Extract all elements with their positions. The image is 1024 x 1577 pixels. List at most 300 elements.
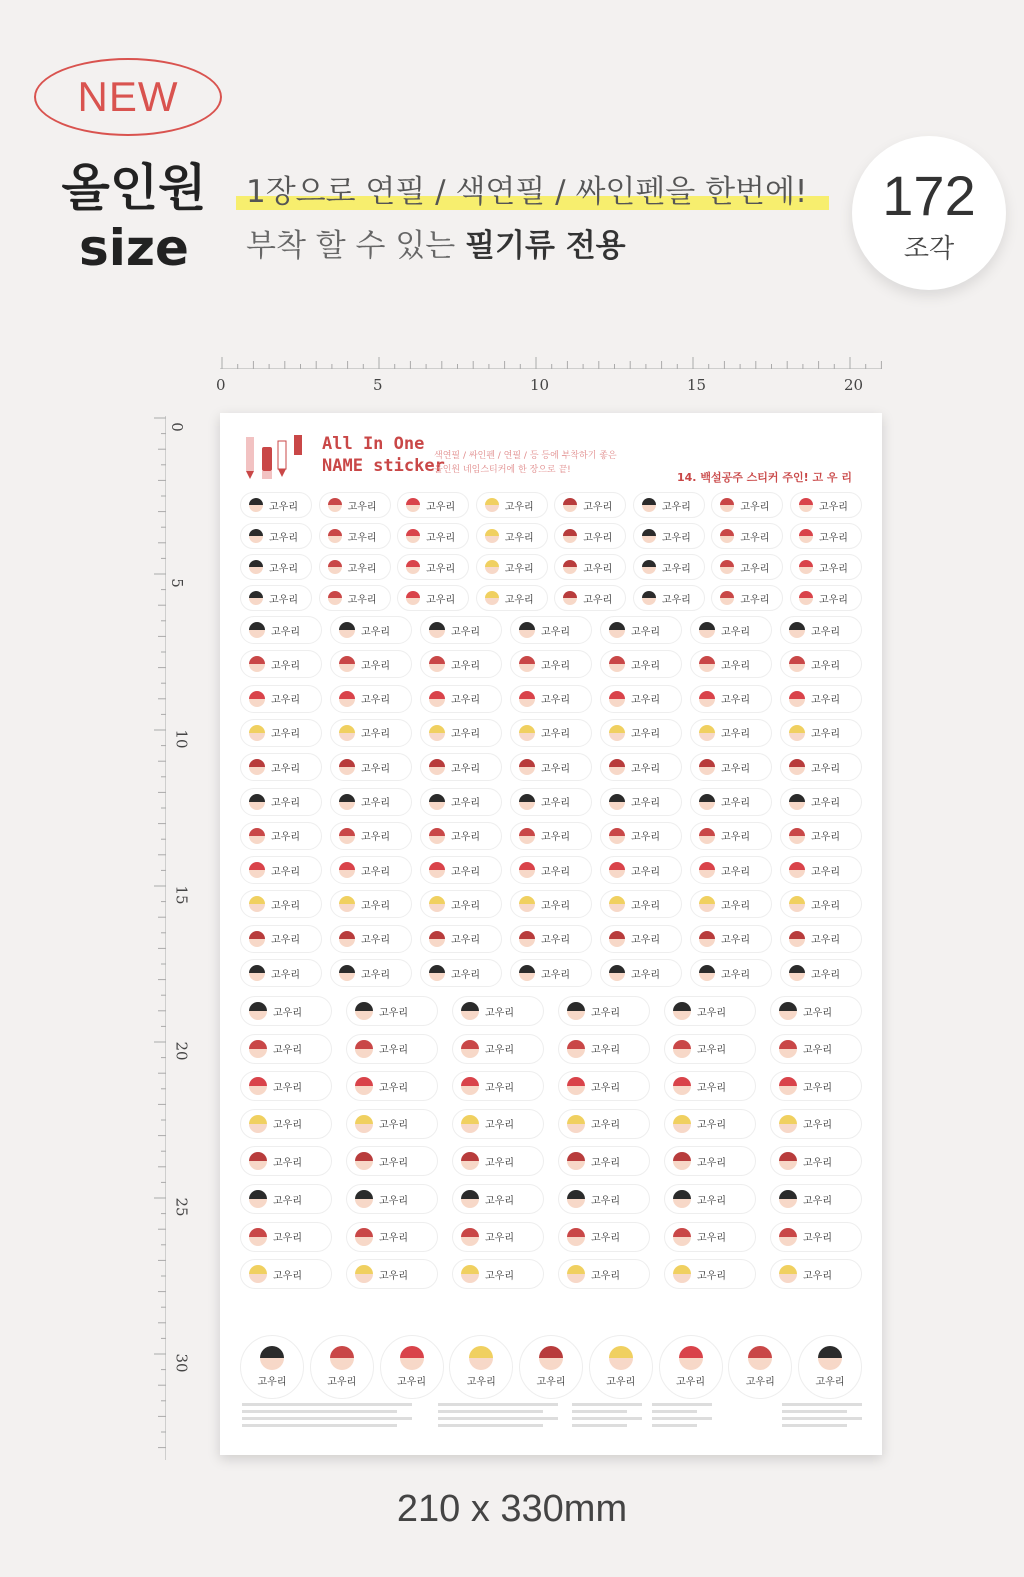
red-bow-girl-face-icon bbox=[779, 1152, 797, 1170]
black-hair-face-icon bbox=[249, 622, 265, 638]
sticker-name-text: 고우리 bbox=[273, 1233, 302, 1245]
red-bow-face-icon bbox=[609, 656, 625, 672]
ruler-v-label: 30 bbox=[172, 1353, 191, 1373]
name-sticker bbox=[780, 685, 862, 713]
sticker-name-text: 고우리 bbox=[504, 532, 534, 544]
red-hood-face-icon bbox=[519, 862, 535, 878]
sticker-name-text: 고우리 bbox=[631, 763, 660, 775]
red-bow-face-icon bbox=[519, 828, 535, 844]
name-sticker bbox=[397, 585, 469, 611]
sticker-name-text: 고우리 bbox=[273, 1270, 302, 1282]
name-sticker bbox=[452, 1071, 544, 1101]
red-bow-face-icon bbox=[748, 1346, 772, 1370]
sticker-name-text: 고우리 bbox=[745, 1377, 775, 1388]
red-bow-face-icon bbox=[339, 828, 355, 844]
name-sticker bbox=[790, 523, 862, 549]
sticker-name-text: 고우리 bbox=[347, 594, 377, 606]
red-bow-girl-face-icon bbox=[567, 1152, 585, 1170]
name-sticker bbox=[690, 650, 772, 678]
red-bow-face-icon bbox=[461, 1040, 479, 1058]
name-sticker bbox=[510, 616, 592, 644]
yellow-hat-face-icon bbox=[519, 896, 535, 912]
sticker-name-text: 고우리 bbox=[811, 729, 840, 741]
black-hair-face-icon bbox=[567, 1002, 585, 1020]
round-name-sticker bbox=[449, 1335, 513, 1399]
sticker-name-text: 고우리 bbox=[811, 798, 840, 809]
name-sticker bbox=[330, 959, 412, 987]
red-hood-face-icon bbox=[779, 1077, 797, 1095]
name-sticker bbox=[770, 1259, 862, 1289]
red-hood-face-icon bbox=[429, 691, 445, 707]
red-bow-girl-face-icon bbox=[429, 931, 445, 947]
sticker-row bbox=[240, 1146, 862, 1176]
name-sticker bbox=[452, 1034, 544, 1064]
fineprint-line bbox=[572, 1403, 642, 1406]
ruler-h-label: 15 bbox=[687, 376, 707, 394]
name-sticker bbox=[319, 523, 391, 549]
red-bow-face-icon bbox=[699, 828, 715, 844]
black-hair-face-icon bbox=[609, 794, 625, 810]
name-sticker bbox=[240, 856, 322, 884]
name-sticker bbox=[240, 753, 322, 781]
red-bow-face-icon bbox=[328, 591, 342, 605]
sticker-name-text: 고우리 bbox=[631, 935, 660, 947]
sticker-name-text: 고우리 bbox=[485, 1082, 514, 1094]
sticker-row bbox=[240, 492, 862, 518]
black-hair-face-icon bbox=[429, 622, 445, 638]
sticker-name-text: 고우리 bbox=[379, 1270, 408, 1282]
name-sticker bbox=[330, 753, 412, 781]
name-sticker bbox=[770, 1184, 862, 1214]
fineprint-line bbox=[242, 1410, 397, 1413]
red-bow-girl-face-icon bbox=[563, 498, 577, 512]
sticker-row bbox=[240, 650, 862, 678]
red-bow-face-icon bbox=[779, 1040, 797, 1058]
ruler-h-label: 20 bbox=[844, 376, 864, 394]
sticker-name-text: 고우리 bbox=[631, 832, 660, 844]
sticker-row bbox=[240, 585, 862, 611]
sticker-name-text: 고우리 bbox=[676, 1377, 705, 1388]
red-bow-girl-face-icon bbox=[539, 1346, 563, 1370]
fineprint-line bbox=[242, 1403, 412, 1406]
name-sticker bbox=[770, 1109, 862, 1139]
name-sticker bbox=[780, 650, 862, 678]
sticker-name-text: 고우리 bbox=[541, 695, 570, 707]
yellow-hat-face-icon bbox=[355, 1265, 373, 1283]
name-sticker bbox=[664, 1184, 756, 1214]
yellow-hat-face-icon bbox=[789, 725, 805, 741]
yellow-hat-face-icon bbox=[249, 725, 265, 741]
sticker-row bbox=[240, 753, 862, 781]
name-sticker bbox=[452, 996, 544, 1026]
name-sticker bbox=[770, 1071, 862, 1101]
name-sticker bbox=[346, 1259, 438, 1289]
yellow-hat-face-icon bbox=[485, 529, 499, 543]
sticker-name-text: 고우리 bbox=[541, 798, 570, 809]
sticker-name-text: 고우리 bbox=[740, 501, 770, 513]
red-bow-face-icon bbox=[519, 656, 535, 672]
red-bow-girl-face-icon bbox=[339, 931, 355, 947]
sticker-name-text: 고우리 bbox=[485, 1270, 514, 1282]
sticker-name-text: 고우리 bbox=[327, 1377, 357, 1388]
black-hair-face-icon bbox=[789, 622, 805, 638]
name-sticker bbox=[397, 492, 469, 518]
sticker-name-text: 고우리 bbox=[591, 1157, 620, 1169]
sticker-name-text: 고우리 bbox=[426, 501, 456, 513]
red-hood-face-icon bbox=[406, 529, 420, 543]
name-sticker bbox=[346, 1146, 438, 1176]
red-bow-face-icon bbox=[249, 828, 265, 844]
red-hood-face-icon bbox=[789, 691, 805, 707]
name-sticker bbox=[633, 585, 705, 611]
fineprint-line bbox=[438, 1417, 558, 1420]
name-sticker bbox=[633, 554, 705, 580]
red-bow-girl-face-icon bbox=[461, 1152, 479, 1170]
new-badge: NEW bbox=[34, 58, 222, 136]
name-sticker bbox=[240, 1109, 332, 1139]
yellow-hat-face-icon bbox=[429, 725, 445, 741]
sticker-name-text: 고우리 bbox=[631, 626, 660, 638]
black-hair-face-icon bbox=[519, 622, 535, 638]
description-line2 bbox=[246, 220, 626, 265]
name-sticker bbox=[420, 856, 502, 884]
name-sticker bbox=[780, 719, 862, 747]
fineprint-line bbox=[782, 1424, 847, 1427]
black-hair-face-icon bbox=[609, 622, 625, 638]
sticker-name-text: 고우리 bbox=[815, 1377, 845, 1388]
vertical-ruler-ticks bbox=[154, 416, 166, 1462]
sticker-name-text: 고우리 bbox=[361, 729, 390, 741]
name-sticker bbox=[510, 856, 592, 884]
name-sticker bbox=[330, 616, 412, 644]
round-name-sticker bbox=[659, 1335, 723, 1399]
name-sticker bbox=[346, 1184, 438, 1214]
name-sticker bbox=[558, 1034, 650, 1064]
description-line1-text: 1장으로 연필 / 색연필 / 싸인펜을 한번에! bbox=[246, 174, 808, 210]
name-sticker bbox=[770, 1034, 862, 1064]
sticker-name-text: 고우리 bbox=[451, 866, 480, 878]
sticker-name-text: 고우리 bbox=[361, 866, 390, 878]
sticker-name-text: 고우리 bbox=[740, 563, 770, 575]
name-sticker bbox=[690, 719, 772, 747]
description-line2-prefix: 부착 할 수 있는 bbox=[246, 228, 466, 264]
yellow-hat-face-icon bbox=[609, 896, 625, 912]
yellow-hat-face-icon bbox=[519, 725, 535, 741]
sticker-name-text: 고우리 bbox=[269, 563, 298, 575]
horizontal-ruler-ticks bbox=[220, 357, 884, 369]
sticker-name-text: 고우리 bbox=[631, 866, 660, 878]
sticker-row bbox=[240, 1259, 862, 1289]
name-sticker bbox=[690, 685, 772, 713]
name-sticker bbox=[664, 1034, 756, 1064]
title-line1: 올인원 bbox=[61, 159, 207, 217]
red-hood-face-icon bbox=[406, 591, 420, 605]
sheet-dimensions: 210 x 330mm bbox=[396, 1488, 628, 1530]
sticker-row bbox=[240, 719, 862, 747]
name-sticker bbox=[420, 753, 502, 781]
sticker-name-text: 고우리 bbox=[631, 969, 660, 981]
sticker-name-text: 고우리 bbox=[721, 729, 750, 741]
black-hair-face-icon bbox=[249, 498, 263, 512]
sticker-name-text: 고우리 bbox=[347, 532, 377, 544]
red-bow-girl-face-icon bbox=[519, 759, 535, 775]
sticker-name-text: 고우리 bbox=[541, 832, 570, 844]
name-sticker bbox=[600, 856, 682, 884]
name-sticker bbox=[240, 959, 322, 987]
sticker-name-text: 고우리 bbox=[361, 969, 390, 981]
name-sticker bbox=[240, 616, 322, 644]
sticker-name-text: 고우리 bbox=[697, 1045, 726, 1057]
fineprint-line bbox=[438, 1410, 543, 1413]
sticker-name-text: 고우리 bbox=[811, 969, 840, 981]
sticker-name-text: 고우리 bbox=[811, 695, 840, 707]
name-sticker bbox=[770, 1222, 862, 1252]
name-sticker bbox=[330, 925, 412, 953]
ruler-v-label: 15 bbox=[172, 885, 191, 905]
ruler-v-label: 20 bbox=[172, 1041, 191, 1061]
name-sticker bbox=[240, 1071, 332, 1101]
yellow-hat-face-icon bbox=[485, 498, 499, 512]
name-sticker bbox=[711, 585, 783, 611]
name-sticker bbox=[240, 925, 322, 953]
black-hair-face-icon bbox=[699, 965, 715, 981]
name-sticker bbox=[240, 492, 312, 518]
fineprint-line bbox=[782, 1417, 862, 1420]
yellow-hat-face-icon bbox=[673, 1265, 691, 1283]
name-sticker bbox=[554, 554, 626, 580]
red-hood-face-icon bbox=[355, 1077, 373, 1095]
sticker-name-text: 고우리 bbox=[631, 798, 660, 809]
sticker-name-text: 고우리 bbox=[347, 563, 377, 575]
black-hair-face-icon bbox=[673, 1190, 691, 1208]
red-bow-face-icon bbox=[699, 656, 715, 672]
fineprint-line bbox=[572, 1410, 627, 1413]
sticker-name-text: 고우리 bbox=[271, 866, 300, 878]
name-sticker bbox=[330, 719, 412, 747]
name-sticker bbox=[240, 822, 322, 850]
red-hood-face-icon bbox=[567, 1077, 585, 1095]
sticker-name-text: 고우리 bbox=[803, 1082, 832, 1094]
sticker-name-text: 고우리 bbox=[721, 935, 750, 947]
yellow-hat-face-icon bbox=[461, 1265, 479, 1283]
sticker-name-text: 고우리 bbox=[811, 935, 840, 947]
sheet-brand-line1: All In One bbox=[322, 434, 425, 454]
black-hair-face-icon bbox=[249, 529, 263, 543]
yellow-hat-face-icon bbox=[461, 1115, 479, 1133]
horizontal-ruler bbox=[220, 354, 884, 384]
name-sticker bbox=[330, 822, 412, 850]
name-sticker bbox=[780, 753, 862, 781]
black-hair-face-icon bbox=[642, 498, 656, 512]
black-hair-face-icon bbox=[249, 965, 265, 981]
round-sticker-row bbox=[240, 1335, 862, 1399]
sticker-name-text: 고우리 bbox=[591, 1082, 620, 1094]
red-hood-face-icon bbox=[789, 862, 805, 878]
sticker-name-text: 고우리 bbox=[271, 695, 300, 707]
black-hair-face-icon bbox=[789, 794, 805, 810]
name-sticker bbox=[452, 1222, 544, 1252]
name-sticker bbox=[420, 719, 502, 747]
name-sticker bbox=[690, 856, 772, 884]
name-sticker bbox=[397, 523, 469, 549]
sticker-name-text: 고우리 bbox=[818, 532, 848, 544]
name-sticker bbox=[346, 1109, 438, 1139]
black-hair-face-icon bbox=[789, 965, 805, 981]
round-name-sticker bbox=[798, 1335, 862, 1399]
black-hair-face-icon bbox=[699, 622, 715, 638]
black-hair-face-icon bbox=[355, 1190, 373, 1208]
name-sticker bbox=[780, 616, 862, 644]
sticker-name-text: 고우리 bbox=[697, 1195, 726, 1207]
sticker-name-text: 고우리 bbox=[631, 729, 660, 741]
red-hood-face-icon bbox=[406, 498, 420, 512]
name-sticker bbox=[558, 1146, 650, 1176]
red-bow-face-icon bbox=[567, 1228, 585, 1246]
sticker-name-text: 고우리 bbox=[583, 594, 613, 606]
yellow-hat-face-icon bbox=[249, 1115, 267, 1133]
sticker-name-text: 고우리 bbox=[271, 832, 300, 844]
sticker-name-text: 고우리 bbox=[361, 900, 390, 912]
name-sticker bbox=[420, 925, 502, 953]
yellow-hat-face-icon bbox=[699, 896, 715, 912]
name-sticker bbox=[330, 856, 412, 884]
fineprint-line bbox=[438, 1424, 543, 1427]
black-hair-face-icon bbox=[249, 591, 263, 605]
name-sticker bbox=[330, 890, 412, 918]
name-sticker bbox=[510, 925, 592, 953]
fineprint-line bbox=[572, 1424, 627, 1427]
sticker-row bbox=[240, 856, 862, 884]
red-bow-face-icon bbox=[330, 1346, 354, 1370]
black-hair-face-icon bbox=[779, 1190, 797, 1208]
red-bow-face-icon bbox=[461, 1228, 479, 1246]
name-sticker bbox=[690, 959, 772, 987]
name-sticker bbox=[664, 1146, 756, 1176]
ruler-v-label: 10 bbox=[172, 729, 191, 749]
name-sticker bbox=[240, 996, 332, 1026]
sticker-name-text: 고우리 bbox=[583, 501, 613, 513]
sticker-name-text: 고우리 bbox=[721, 626, 750, 638]
round-name-sticker bbox=[519, 1335, 583, 1399]
name-sticker bbox=[420, 822, 502, 850]
sticker-name-text: 고우리 bbox=[426, 594, 456, 606]
sticker-name-text: 고우리 bbox=[591, 1007, 620, 1019]
sticker-name-text: 고우리 bbox=[361, 626, 390, 638]
sticker-name-text: 고우리 bbox=[541, 729, 570, 741]
name-sticker bbox=[240, 719, 322, 747]
name-sticker bbox=[690, 925, 772, 953]
sticker-name-text: 고우리 bbox=[541, 969, 570, 981]
name-sticker bbox=[600, 719, 682, 747]
black-hair-face-icon bbox=[609, 965, 625, 981]
sticker-name-text: 고우리 bbox=[631, 695, 660, 707]
name-sticker bbox=[420, 616, 502, 644]
sticker-name-text: 고우리 bbox=[504, 563, 534, 575]
ruler-h-label: 5 bbox=[373, 376, 383, 394]
sticker-name-text: 고우리 bbox=[811, 660, 840, 672]
name-sticker bbox=[240, 585, 312, 611]
red-hood-face-icon bbox=[429, 862, 445, 878]
fineprint-line bbox=[438, 1403, 558, 1406]
name-sticker bbox=[240, 685, 322, 713]
name-sticker bbox=[558, 1259, 650, 1289]
red-bow-face-icon bbox=[429, 656, 445, 672]
sticker-name-text: 고우리 bbox=[271, 969, 300, 981]
sticker-row bbox=[240, 1071, 862, 1101]
name-sticker bbox=[600, 925, 682, 953]
sticker-name-text: 고우리 bbox=[273, 1082, 302, 1094]
sticker-name-text: 고우리 bbox=[697, 1120, 726, 1132]
name-sticker bbox=[452, 1259, 544, 1289]
fineprint-line bbox=[652, 1403, 712, 1406]
name-sticker bbox=[510, 788, 592, 816]
red-hood-face-icon bbox=[461, 1077, 479, 1095]
sticker-row bbox=[240, 890, 862, 918]
round-name-sticker bbox=[310, 1335, 374, 1399]
black-hair-face-icon bbox=[567, 1190, 585, 1208]
sticker-name-text: 고우리 bbox=[740, 594, 770, 606]
name-sticker bbox=[600, 959, 682, 987]
red-hood-face-icon bbox=[609, 691, 625, 707]
yellow-hat-face-icon bbox=[249, 1265, 267, 1283]
sticker-name-text: 고우리 bbox=[661, 563, 691, 575]
sticker-row bbox=[240, 1034, 862, 1064]
red-bow-girl-face-icon bbox=[519, 931, 535, 947]
name-sticker bbox=[600, 822, 682, 850]
sticker-name-text: 고우리 bbox=[361, 935, 390, 947]
black-hair-face-icon bbox=[642, 529, 656, 543]
name-sticker bbox=[420, 650, 502, 678]
black-hair-face-icon bbox=[519, 794, 535, 810]
name-sticker bbox=[600, 616, 682, 644]
yellow-hat-face-icon bbox=[779, 1115, 797, 1133]
red-bow-girl-face-icon bbox=[609, 931, 625, 947]
yellow-hat-face-icon bbox=[609, 1346, 633, 1370]
red-bow-girl-face-icon bbox=[609, 759, 625, 775]
name-sticker bbox=[664, 1109, 756, 1139]
black-hair-face-icon bbox=[339, 622, 355, 638]
red-hood-face-icon bbox=[249, 1077, 267, 1095]
name-sticker bbox=[690, 890, 772, 918]
sticker-row bbox=[240, 1109, 862, 1139]
red-bow-face-icon bbox=[673, 1040, 691, 1058]
red-bow-girl-face-icon bbox=[789, 931, 805, 947]
sticker-name-text: 고우리 bbox=[721, 900, 750, 912]
sticker-name-text: 고우리 bbox=[451, 969, 480, 981]
sticker-row bbox=[240, 822, 862, 850]
red-bow-face-icon bbox=[720, 560, 734, 574]
sticker-row bbox=[240, 523, 862, 549]
sticker-row bbox=[240, 554, 862, 580]
sticker-name-text: 고우리 bbox=[451, 935, 480, 947]
red-bow-face-icon bbox=[673, 1228, 691, 1246]
sticker-name-text: 고우리 bbox=[818, 594, 848, 606]
name-sticker bbox=[330, 650, 412, 678]
name-sticker bbox=[510, 890, 592, 918]
sticker-name-text: 고우리 bbox=[271, 626, 300, 638]
name-sticker bbox=[711, 492, 783, 518]
sticker-name-text: 고우리 bbox=[541, 626, 570, 638]
fineprint-line bbox=[782, 1410, 847, 1413]
sticker-name-text: 고우리 bbox=[361, 798, 390, 809]
sticker-name-text: 고우리 bbox=[721, 660, 750, 672]
sticker-name-text: 고우리 bbox=[347, 501, 377, 513]
black-hair-face-icon bbox=[249, 560, 263, 574]
sticker-name-text: 고우리 bbox=[591, 1120, 620, 1132]
black-hair-face-icon bbox=[461, 1190, 479, 1208]
red-bow-girl-face-icon bbox=[563, 529, 577, 543]
fineprint-line bbox=[652, 1417, 712, 1420]
